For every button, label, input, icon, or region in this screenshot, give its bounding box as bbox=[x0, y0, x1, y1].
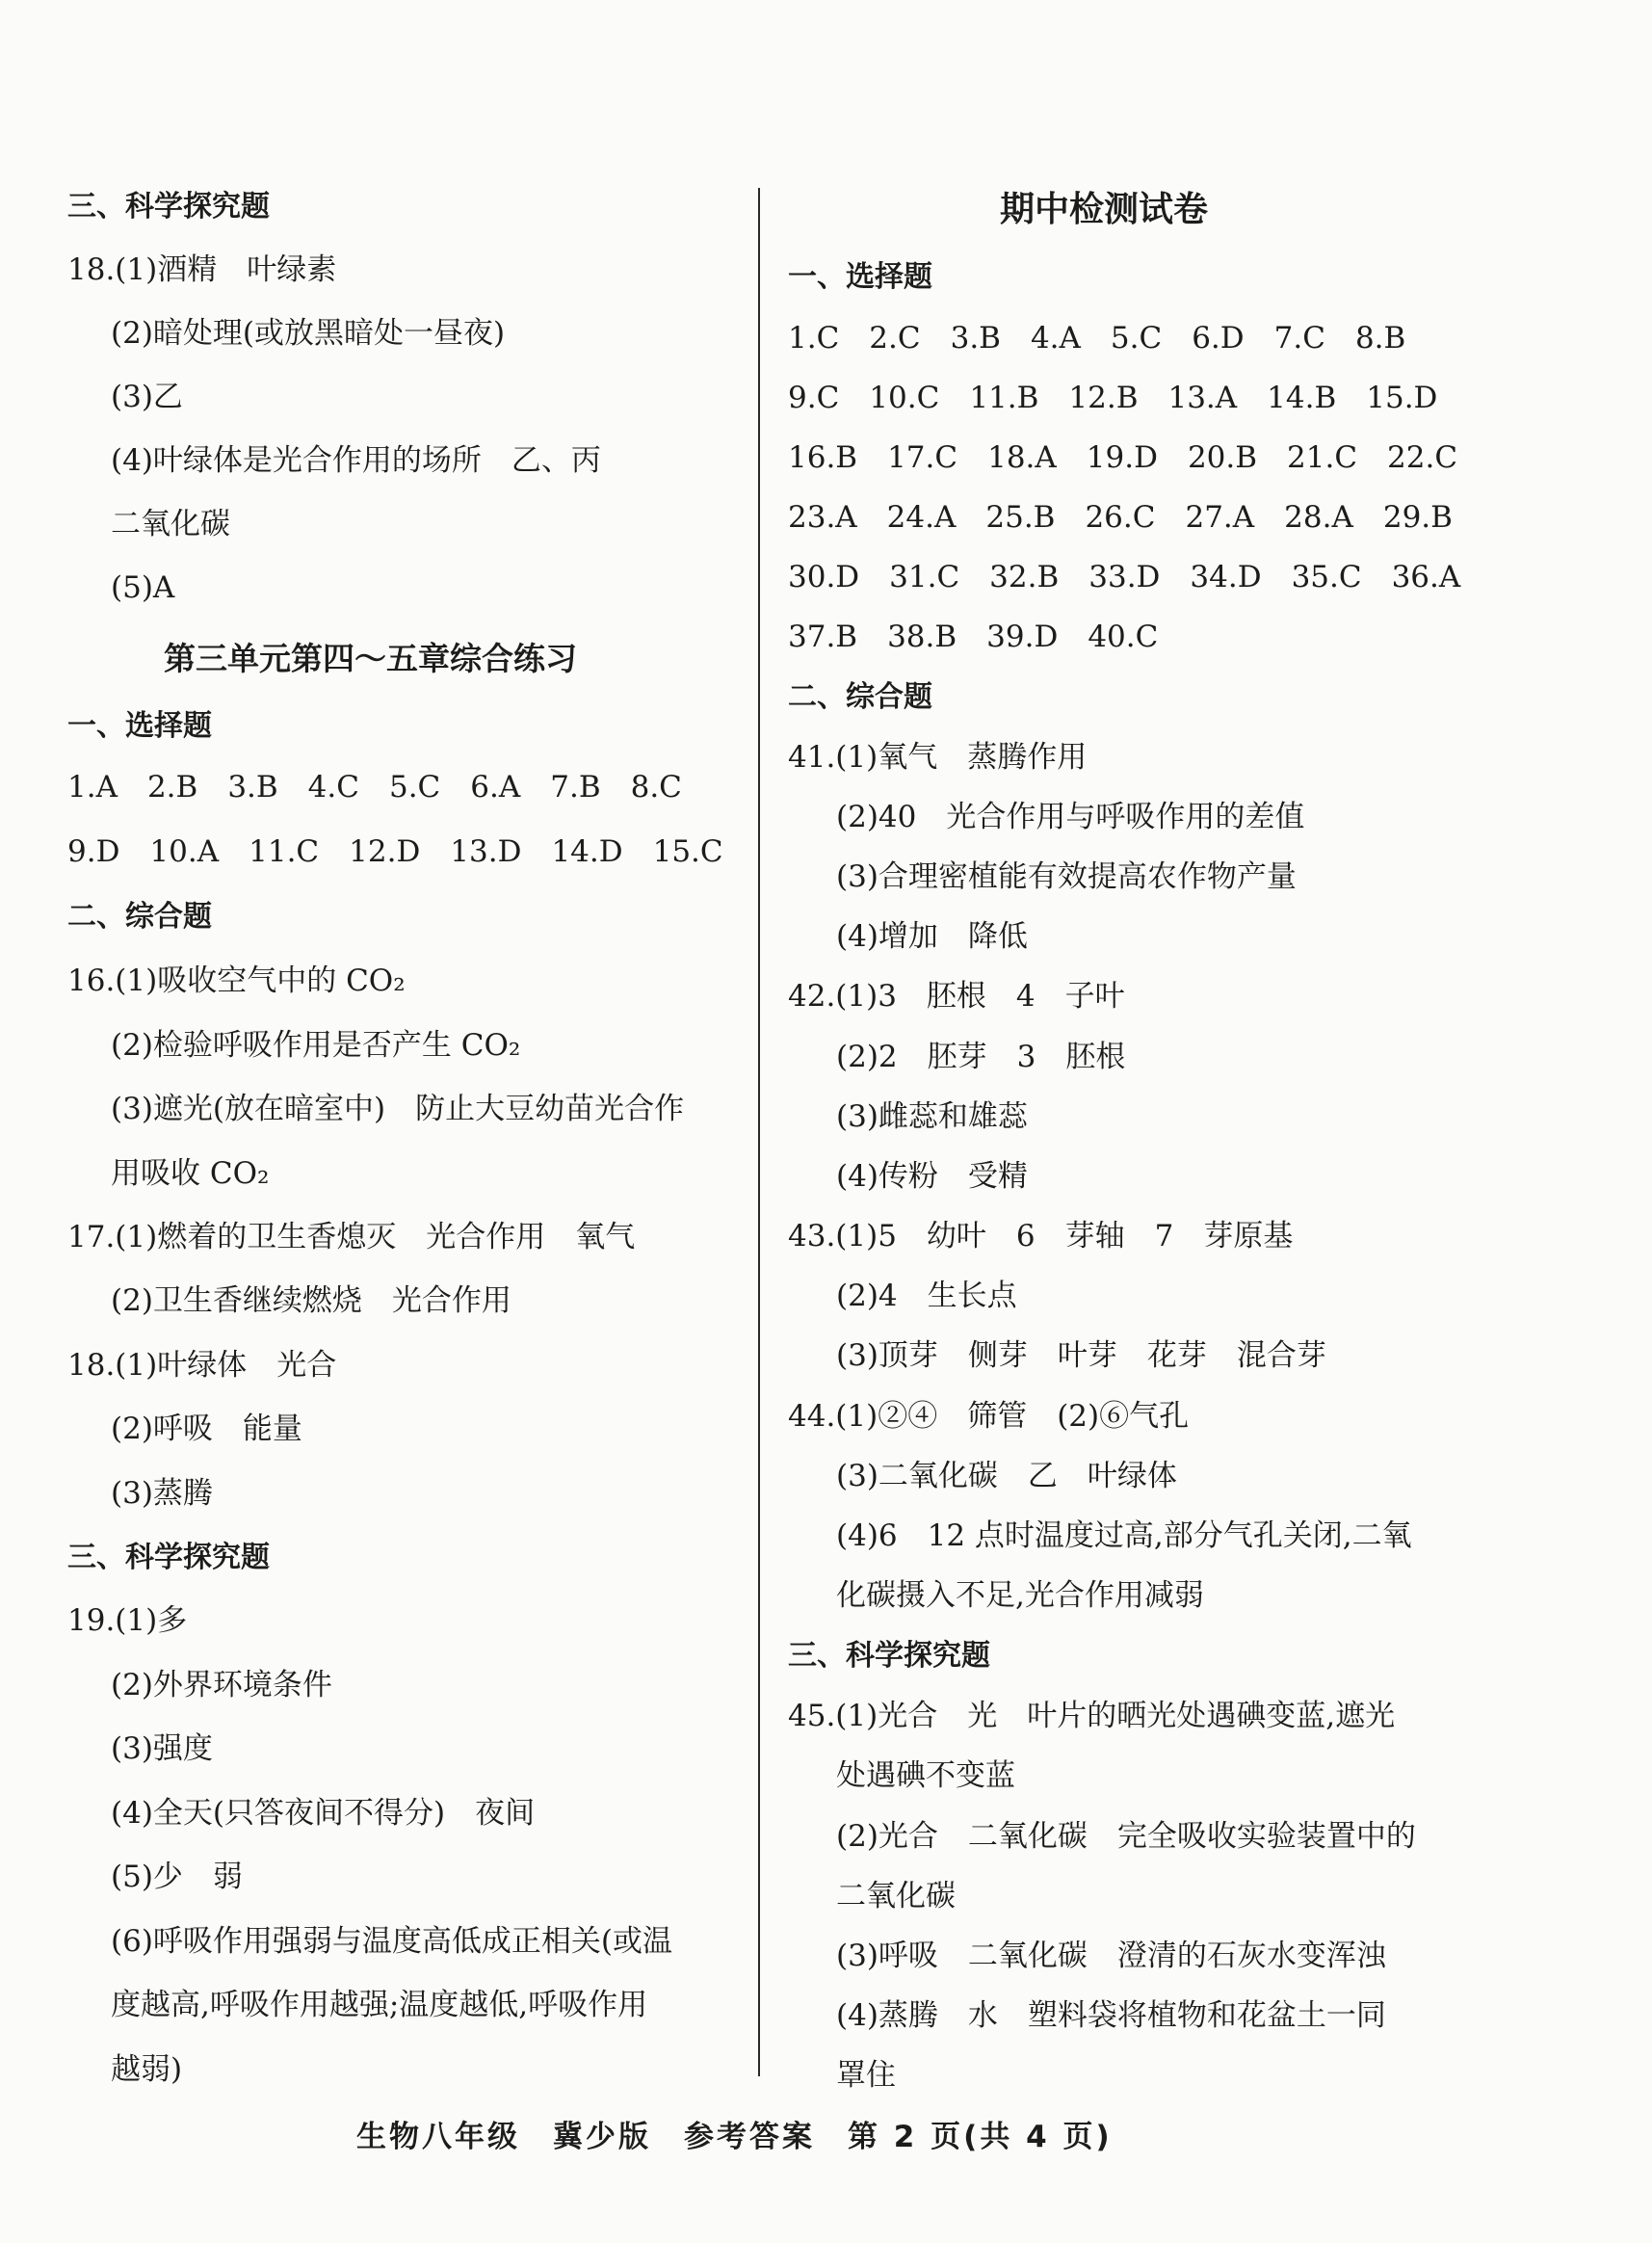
answer-line: 处遇碘不变蓝 bbox=[836, 1758, 1015, 1793]
answer-line: (3)蒸腾 bbox=[111, 1476, 213, 1511]
answer-line: 18.(1)叶绿体 光合 bbox=[67, 1348, 337, 1383]
answer-line: 43.(1)5 幼叶 6 芽轴 7 芽原基 bbox=[788, 1219, 1294, 1253]
answer-line: (2)4 生长点 bbox=[836, 1279, 1017, 1313]
answer-line: (4)传粉 受精 bbox=[836, 1159, 1028, 1194]
answer-line: (3)二氧化碳 乙 叶绿体 bbox=[836, 1459, 1177, 1493]
section-heading: 二、综合题 bbox=[788, 680, 932, 714]
answer-line: (2)40 光合作用与呼吸作用的差值 bbox=[836, 800, 1305, 834]
answer-line: 1.A 2.B 3.B 4.C 5.C 6.A 7.B 8.C bbox=[67, 770, 682, 805]
answer-line: (5)少 弱 bbox=[111, 1860, 243, 1894]
answer-line: (4)全天(只答夜间不得分) 夜间 bbox=[111, 1796, 536, 1831]
answer-line: (5)A bbox=[111, 570, 175, 605]
answer-line: 18.(1)酒精 叶绿素 bbox=[67, 252, 337, 287]
section-heading: 三、科学探究题 bbox=[67, 1541, 270, 1574]
page-footer: 生物八年级 冀少版 参考答案 第 2 页(共 4 页) bbox=[356, 2120, 1113, 2154]
answer-line: (2)外界环境条件 bbox=[111, 1668, 332, 1702]
answer-line: 41.(1)氧气 蒸腾作用 bbox=[788, 740, 1088, 775]
answer-line: 化碳摄入不足,光合作用减弱 bbox=[836, 1578, 1204, 1613]
answer-line: (2)暗处理(或放黑暗处一昼夜) bbox=[111, 316, 506, 351]
answer-line: 16.B 17.C 18.A 19.D 20.B 21.C 22.C bbox=[788, 440, 1458, 475]
answer-line: (4)6 12 点时温度过高,部分气孔关闭,二氧 bbox=[836, 1518, 1412, 1553]
answer-line: (2)光合 二氧化碳 完全吸收实验装置中的 bbox=[836, 1819, 1416, 1854]
answer-line: 45.(1)光合 光 叶片的晒光处遇碘变蓝,遮光 bbox=[788, 1699, 1396, 1733]
answer-line: (3)呼吸 二氧化碳 澄清的石灰水变浑浊 bbox=[836, 1939, 1386, 1973]
answer-line: (2)检验呼吸作用是否产生 CO₂ bbox=[111, 1028, 521, 1063]
answer-line: 二氧化碳 bbox=[836, 1879, 956, 1913]
answer-line: (4)增加 降低 bbox=[836, 919, 1028, 954]
answer-line: 9.D 10.A 11.C 12.D 13.D 14.D 15.C bbox=[67, 834, 723, 869]
section-heading: 一、选择题 bbox=[67, 709, 212, 743]
section-heading: 三、科学探究题 bbox=[788, 1639, 990, 1673]
answer-line: 度越高,呼吸作用越强;温度越低,呼吸作用 bbox=[111, 1988, 648, 2022]
answer-line: 30.D 31.C 32.B 33.D 34.D 35.C 36.A bbox=[788, 560, 1461, 594]
answer-line: 二氧化碳 bbox=[111, 507, 230, 541]
answer-line: (4)叶绿体是光合作用的场所 乙、丙 bbox=[111, 443, 601, 478]
answer-line: 9.C 10.C 11.B 12.B 13.A 14.B 15.D bbox=[788, 381, 1438, 415]
answer-line: 越弱) bbox=[111, 2052, 183, 2087]
answer-line: (6)呼吸作用强弱与温度高低成正相关(或温 bbox=[111, 1924, 673, 1959]
answer-line: 17.(1)燃着的卫生香熄灭 光合作用 氧气 bbox=[67, 1220, 636, 1254]
column-divider bbox=[758, 188, 760, 2076]
answer-line: 23.A 24.A 25.B 26.C 27.A 28.A 29.B bbox=[788, 500, 1453, 535]
unit-title: 第三单元第四～五章综合练习 bbox=[164, 640, 577, 677]
answer-line: (3)合理密植能有效提高农作物产量 bbox=[836, 859, 1297, 894]
answer-line: (4)蒸腾 水 塑料袋将植物和花盆土一同 bbox=[836, 1998, 1386, 2033]
answer-line: 44.(1)②④ 筛管 (2)⑥气孔 bbox=[788, 1399, 1190, 1434]
section-heading: 三、科学探究题 bbox=[67, 190, 270, 224]
answer-line: 用吸收 CO₂ bbox=[111, 1156, 270, 1191]
answer-line: (2)卫生香继续燃烧 光合作用 bbox=[111, 1283, 511, 1318]
exam-title: 期中检测试卷 bbox=[1000, 190, 1209, 229]
answer-line: 16.(1)吸收空气中的 CO₂ bbox=[67, 963, 406, 998]
answer-line: 37.B 38.B 39.D 40.C bbox=[788, 620, 1159, 654]
answer-line: (2)呼吸 能量 bbox=[111, 1412, 302, 1446]
answer-line: (3)强度 bbox=[111, 1731, 213, 1766]
answer-line: (3)乙 bbox=[111, 380, 183, 414]
section-heading: 一、选择题 bbox=[788, 260, 932, 294]
section-heading: 二、综合题 bbox=[67, 900, 212, 934]
answer-line: 42.(1)3 胚根 4 子叶 bbox=[788, 979, 1125, 1014]
answer-line: 19.(1)多 bbox=[67, 1603, 188, 1638]
answer-line: (3)雌蕊和雄蕊 bbox=[836, 1099, 1028, 1134]
answer-line: 1.C 2.C 3.B 4.A 5.C 6.D 7.C 8.B bbox=[788, 321, 1406, 356]
answer-line: 罩住 bbox=[836, 2058, 896, 2093]
answer-line: (3)顶芽 侧芽 叶芽 花芽 混合芽 bbox=[836, 1338, 1326, 1373]
answer-line: (2)2 胚芽 3 胚根 bbox=[836, 1040, 1126, 1074]
answer-line: (3)遮光(放在暗室中) 防止大豆幼苗光合作 bbox=[111, 1092, 685, 1126]
